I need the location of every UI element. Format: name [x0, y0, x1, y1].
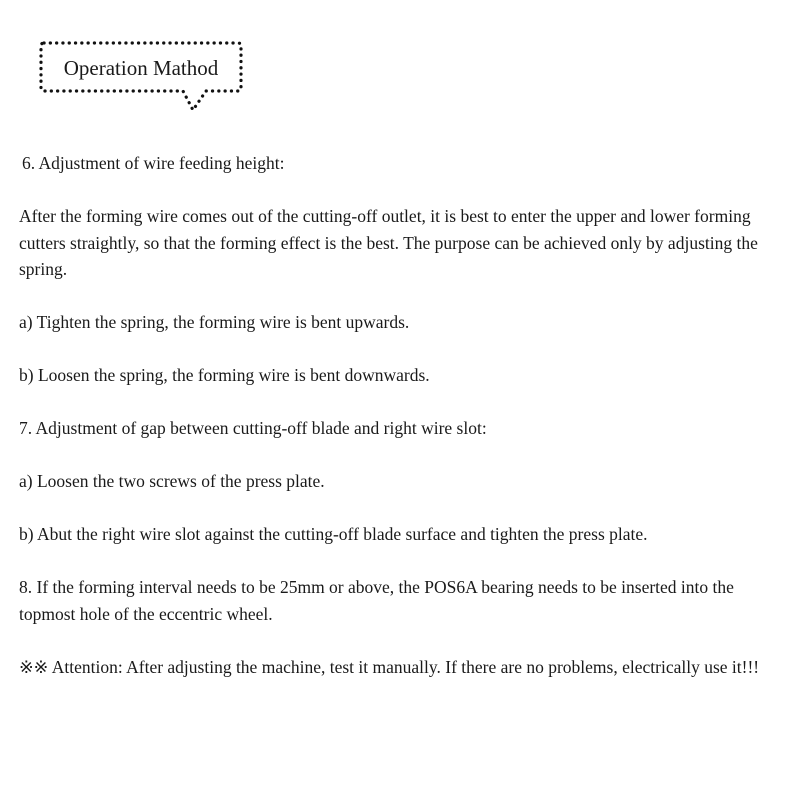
attention-note: ※※ Attention: After adjusting the machine, test it manually. If there are no problems, electrically use it!!!	[19, 656, 760, 677]
speech-bubble-header	[38, 40, 244, 116]
step-6-description: After the forming wire comes out of the cutting-off outlet, it is best to enter the upper and lower forming cutters straightly, so that the forming effect is the best. The purpose can be achieved only by adjusting the spring.	[19, 206, 758, 279]
step-6-heading: 6. Adjustment of wire feeding height:	[22, 153, 285, 173]
step-7a: a) Loosen the two screws of the press plate.	[19, 471, 325, 491]
step-6a: a) Tighten the spring, the forming wire is bent upwards.	[19, 312, 410, 332]
step-7b: b) Abut the right wire slot against the cutting-off blade surface and tighten the press plate.	[19, 524, 648, 544]
step-7-heading: 7. Adjustment of gap between cutting-off blade and right wire slot:	[19, 418, 487, 438]
step-6b: b) Loosen the spring, the forming wire is bent downwards.	[19, 365, 430, 385]
section-title: Operation Mathod	[63, 56, 219, 80]
instructions-body	[19, 150, 781, 707]
step-8: 8. If the forming interval needs to be 25mm or above, the POS6A bearing needs to be inserted into the topmost hole of the eccentric wheel.	[19, 577, 734, 624]
